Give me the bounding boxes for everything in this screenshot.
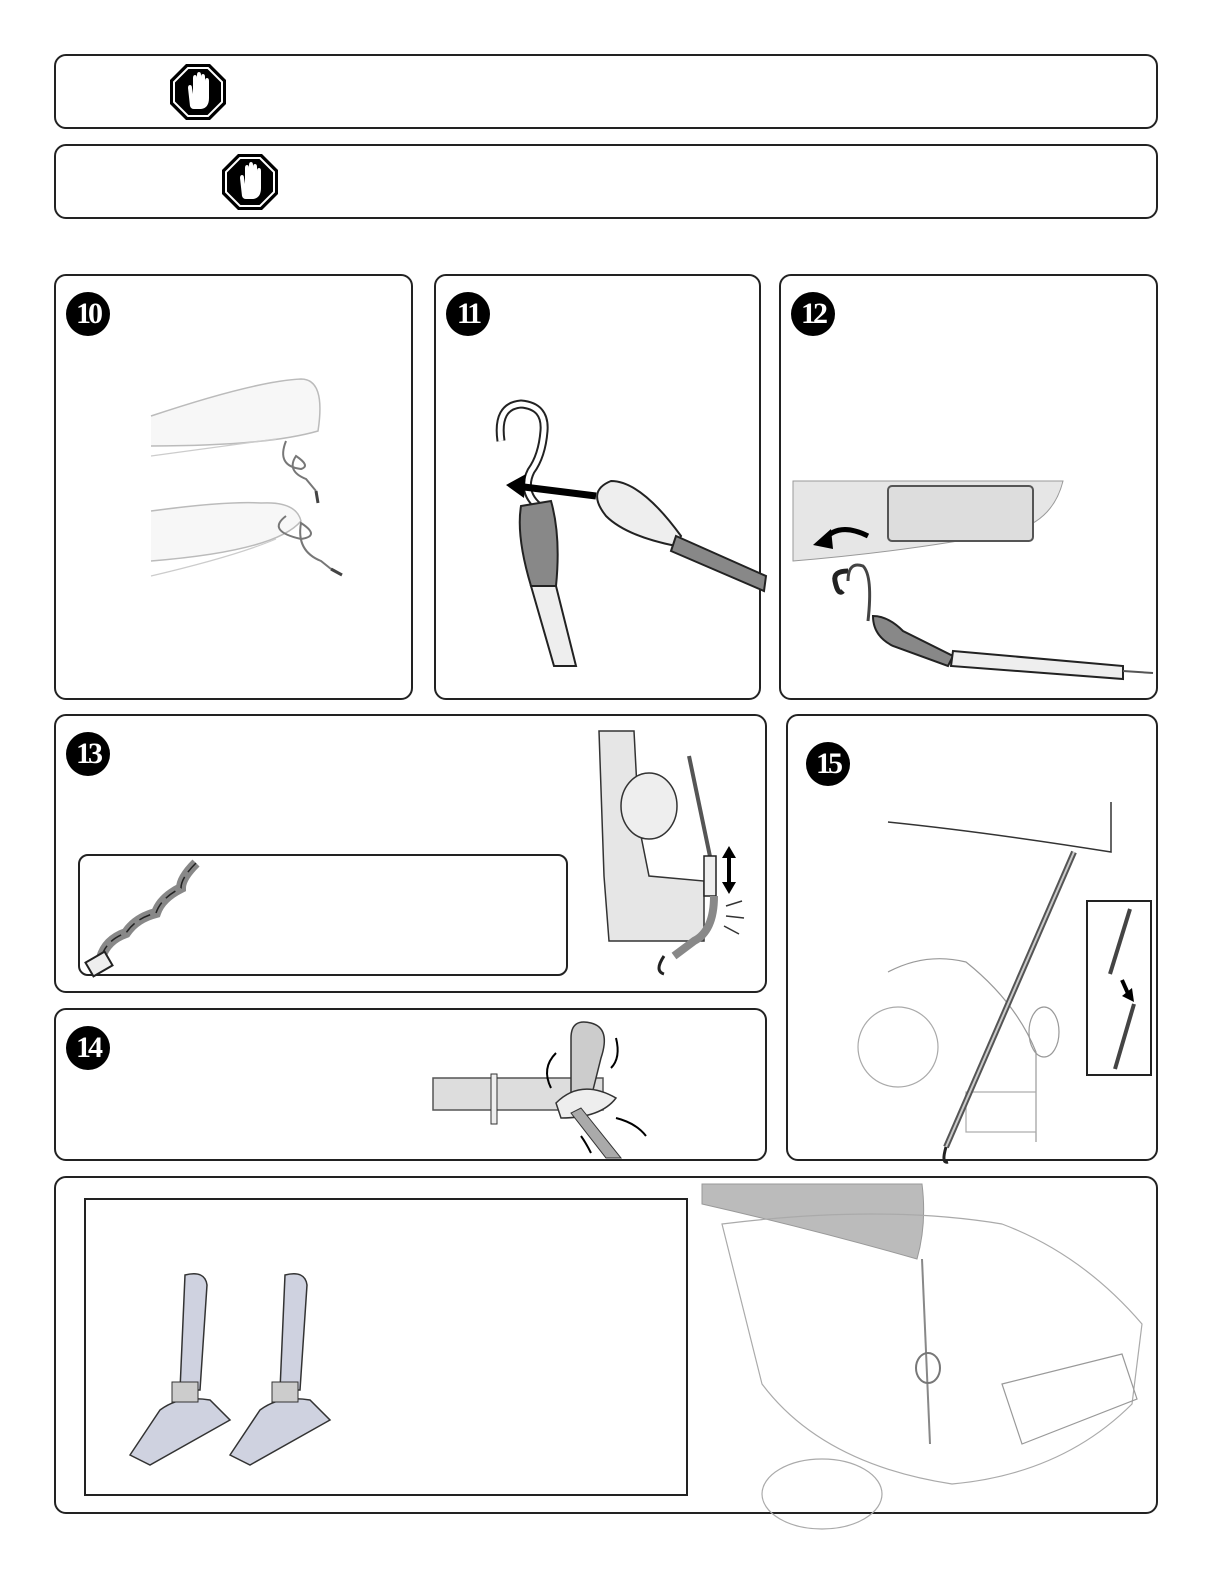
- step-number: 13: [66, 732, 110, 776]
- twisted-strap-callout: [78, 854, 568, 976]
- buckle-detail-callout: [1086, 900, 1152, 1076]
- buckle-detail-illustration: [1090, 904, 1150, 1074]
- step-number: 10: [66, 292, 110, 336]
- stop-hand-icon: [168, 62, 228, 122]
- strap-knot-illustration: [431, 1018, 671, 1158]
- step-12-panel: [779, 274, 1158, 700]
- step-15-panel: [786, 714, 1158, 1161]
- step-number: 11: [446, 292, 490, 336]
- step-10-panel: [54, 274, 413, 700]
- car-front-tension-illustration: [594, 726, 764, 986]
- twisted-strap-illustration: [86, 858, 206, 976]
- step-14-panel: [54, 1008, 767, 1161]
- kayak-straps-panel: [54, 1176, 1158, 1514]
- car-front-kayak-illustration: [702, 1184, 1158, 1510]
- step-number: 15: [806, 742, 850, 786]
- warning-box-1: [54, 54, 1158, 129]
- warning-box-2: [54, 144, 1158, 219]
- step-13-panel: [54, 714, 767, 993]
- stop-hand-icon: [220, 152, 280, 212]
- hook-attachment-illustration: [793, 481, 1153, 681]
- strap-pad-pair-illustration: [110, 1270, 340, 1465]
- bow-stern-strap-callout: [84, 1198, 688, 1496]
- kayak-ends-illustration: [146, 371, 386, 601]
- step-11-panel: [434, 274, 761, 700]
- step-number: 14: [66, 1026, 110, 1070]
- s-hook-strap-illustration: [466, 396, 756, 676]
- car-strap-tension-illustration: [886, 802, 1116, 1162]
- step-number: 12: [791, 292, 835, 336]
